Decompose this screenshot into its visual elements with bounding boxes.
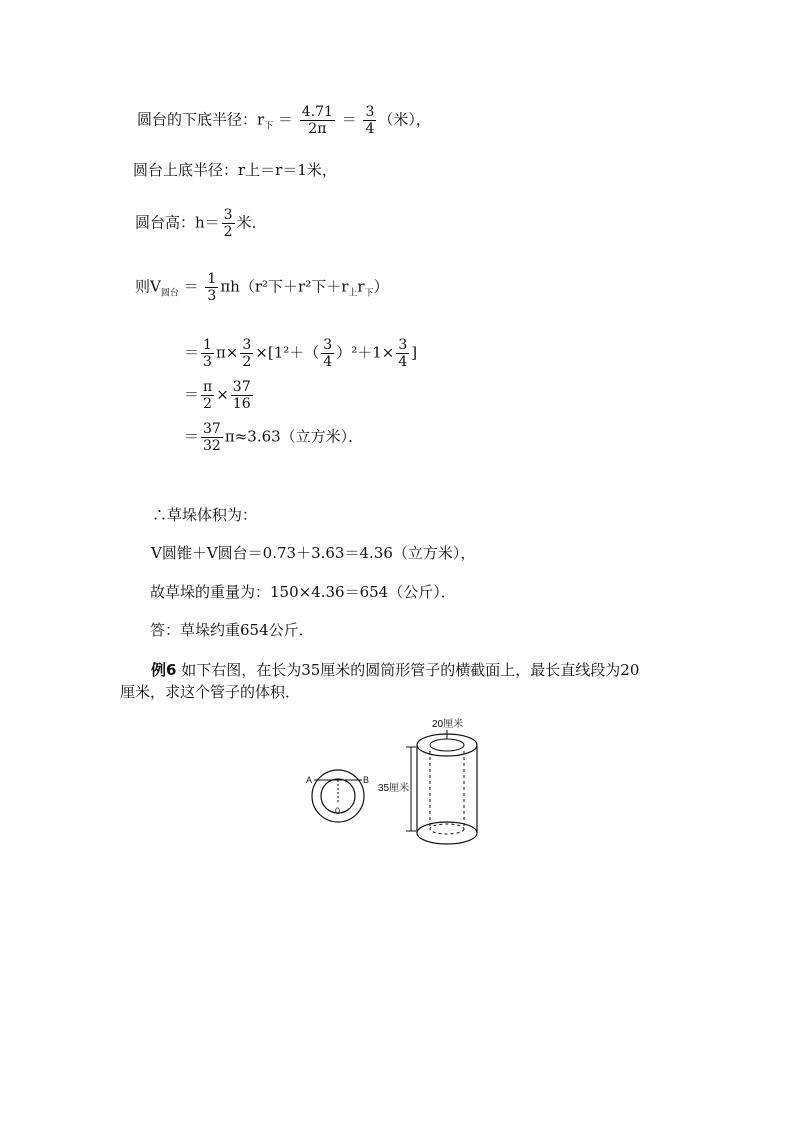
calc-step-1 — [184, 337, 417, 370]
volume-sub-lower: 下 — [364, 288, 374, 299]
fraction-3-over-2: $\frac{3}{2}$ — [223, 207, 233, 240]
example-line-1 — [151, 660, 639, 680]
step3-tail: π≈3.63（立方米）． — [224, 427, 364, 446]
lower-radius-symbol: r — [257, 110, 265, 129]
volume-tail: ） — [373, 277, 389, 296]
volume-formula-line: 则$V_{圆台}$ ＝ $\frac{1}{3}$ πh（r²下＋r²下$+r_上r_下$） — [135, 271, 389, 304]
lower-radius-line: 圆台的下底半径：$r_下$ ＝ $\frac{4.71}{2\pi}$ ＝ $\frac{3}{4}$ （米）， — [137, 104, 431, 137]
step1-mid2: ×[1²＋（ — [255, 343, 320, 362]
step1-mid3: ）²＋1× — [336, 343, 395, 362]
label-o: 0 — [335, 806, 341, 816]
fraction: $\frac{37}{16}$ — [232, 379, 251, 412]
therefore-line: ∴草垛体积为： — [152, 506, 258, 524]
volume-body: πh（r²下＋r²下＋r — [220, 277, 349, 296]
bottom-outer-ellipse — [417, 822, 477, 844]
label-35cm: 35厘米 — [378, 783, 410, 794]
fraction: $\frac{3}{2}$ — [242, 337, 252, 370]
cylinder-figure — [375, 715, 515, 865]
volume-sub-upper: 上 — [348, 288, 358, 299]
fraction: $\frac{\pi}{2}$ — [203, 379, 213, 412]
fraction-1-over-3: $\frac{1}{3}$ — [207, 271, 217, 304]
step1-mid1: π× — [215, 343, 239, 362]
upper-radius-line: 圆台上底半径：r上＝r＝1米， — [133, 161, 337, 179]
height-line — [135, 207, 267, 240]
volume-prefix: 则V — [135, 277, 161, 296]
top-inner-ellipse — [430, 739, 464, 751]
volume-sub: 圆台 — [160, 288, 179, 299]
fraction-3-over-4: $\frac{3}{4}$ — [365, 104, 375, 137]
label-a: A — [306, 775, 313, 785]
fraction: $\frac{37}{32}$ — [203, 421, 221, 454]
volume-body2: r — [357, 277, 365, 296]
height-tail: 米． — [236, 213, 267, 232]
example-label: 例6 — [151, 661, 177, 679]
answer-line: 答：草垛约重654公斤． — [150, 621, 314, 639]
bottom-inner-ellipse — [430, 824, 464, 834]
eq-sign: ＝ — [184, 385, 200, 404]
weight-line: 故草垛的重量为：150×4.36＝654（公斤）． — [150, 583, 456, 601]
fraction: $\frac{1}{3}$ — [203, 337, 212, 370]
example-text-1: 如下右图，在长为35厘米的圆筒形管子的横截面上，最长直线段为20 — [176, 661, 640, 679]
label-20cm: 20厘米 — [432, 719, 464, 730]
example-line-2: 厘米，求这个管子的体积． — [120, 683, 301, 701]
step2-mid: × — [216, 385, 229, 404]
lower-radius-sub: 下 — [264, 121, 274, 132]
height-label: 圆台高：h＝ — [135, 213, 220, 232]
calc-step-3 — [184, 421, 363, 454]
calc-step-2 — [184, 379, 255, 412]
step1-tail: ] — [411, 343, 418, 362]
lower-radius-tail: （米）， — [378, 110, 431, 129]
fraction: $\frac{3}{4}$ — [323, 337, 333, 370]
label-b: B — [363, 775, 370, 785]
lower-radius-label: 圆台的下底半径： — [137, 110, 258, 129]
eq-sign: ＝ — [184, 427, 200, 446]
fraction-4.71-over-2pi: $\frac{4.71}{2\pi}$ — [301, 104, 333, 137]
eq-sign: ＝ — [184, 343, 200, 362]
sum-line: V圆锥＋V圆台＝0.73＋3.63＝4.36（立方米）， — [151, 544, 476, 562]
fraction: $\frac{3}{4}$ — [398, 337, 408, 370]
